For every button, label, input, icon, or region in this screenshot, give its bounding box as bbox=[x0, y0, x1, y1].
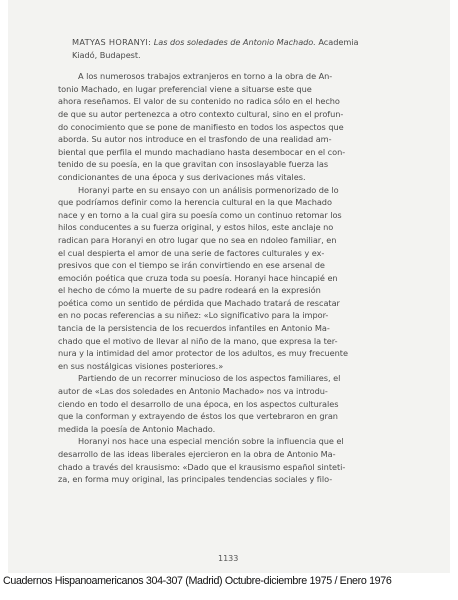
text-line: en sus nostálgicas visiones posteriores.» bbox=[58, 360, 224, 371]
text-line: tenido de su poesía, en la que gravitan con insoslayable fuerza las bbox=[58, 159, 329, 170]
text-line: do conocimiento que se pone de manifiesto en todos los aspectos que bbox=[58, 121, 344, 132]
text-line: ciendo en todo el desarrollo de una época, en los aspectos culturales bbox=[58, 398, 339, 409]
header-gap bbox=[58, 61, 402, 70]
text-line: desarrollo de las ideas liberales ejercieron en la obra de Antonio Ma- bbox=[58, 449, 336, 459]
text-line: A los numerosos trabajos extranjeros en torno a la obra de An- bbox=[78, 71, 333, 82]
text-line: poética como un sentido de pérdida que Machado tratará de rescatar bbox=[58, 297, 340, 308]
text-line: tancia de la persistencia de los recuerdos infantiles en Antonio Ma- bbox=[58, 323, 330, 334]
page-number: 1133 bbox=[218, 554, 239, 563]
text-line: que la conforman y extrayendo de éstos los que vertebraron en gran bbox=[58, 411, 338, 422]
text-line: medida la poesía de Antonio Machado. bbox=[58, 423, 216, 434]
review-text bbox=[58, 36, 402, 486]
text-line: emoción poética que cruza toda su poesía. Horanyi hace hincapié en bbox=[58, 272, 338, 283]
book-title: Las dos soledades de Antonio Machado. bbox=[153, 37, 316, 47]
text-line: aborda. Su autor nos introduce en el trasfondo de una realidad am- bbox=[58, 134, 332, 145]
review-header-line-2 bbox=[58, 49, 402, 62]
text-line: biental que perfila el mundo machadiano hasta desembocar en el con- bbox=[58, 146, 346, 157]
text-line: nura y la intimidad del amor protector de los adultos, es muy frecuente bbox=[58, 348, 348, 359]
text-line: autor de «Las dos soledades en Antonio Machado» nos va introdu- bbox=[58, 386, 328, 397]
text-line: que podríamos definir como la herencia cultural en la que Machado bbox=[58, 197, 332, 208]
paragraph bbox=[58, 435, 402, 485]
paragraph bbox=[58, 70, 402, 183]
text-line: Horanyi parte en su ensayo con un análisis pormenorizado de lo bbox=[78, 184, 339, 195]
text-line: condicionantes de una época y sus derivaciones más vitales. bbox=[58, 171, 306, 182]
paragraph bbox=[58, 372, 402, 435]
review-body bbox=[58, 70, 402, 486]
text-line: tonio Machado, en lugar preferencial viene a situarse este que bbox=[58, 83, 312, 94]
text-line: Horanyi nos hace una especial mención sobre la influencia que el bbox=[78, 436, 344, 447]
text-line: presivos que con el tiempo se irán convirtiendo en ese arsenal de bbox=[58, 260, 325, 271]
text-line: ahora reseñamos. El valor de su contenido no radica sólo en el hecho bbox=[58, 96, 340, 107]
text-line: el cual despierta el amor de una serie de factores culturales y ex- bbox=[58, 247, 325, 258]
text-line: hilos conducentes a su fuerza original, y estos hilos, este anclaje no bbox=[58, 222, 334, 233]
publisher-part-1: Academia bbox=[318, 37, 359, 47]
text-line: radican para Horanyi en otro lugar que no sea en ndoleo familiar, en bbox=[58, 234, 337, 245]
text-line: en no pocas referencias a su niñez: «Lo significativo para la impor- bbox=[58, 310, 329, 321]
text-line: Partiendo de un recorrer minucioso de los aspectos familiares, el bbox=[78, 373, 341, 384]
paragraph bbox=[58, 184, 402, 373]
text-line: nace y en torno a la cual gira su poesía como un continuo retomar los bbox=[58, 209, 342, 220]
review-author: MATYAS HORANYI: bbox=[72, 37, 152, 47]
journal-citation: Cuadernos Hispanoamericanos 304-307 (Madrid) Octubre-diciembre 1975 / Enero 1976 bbox=[3, 575, 392, 587]
text-line: za, en forma muy original, las principales tendencias sociales y filo- bbox=[58, 474, 333, 485]
text-line: chado a través del krausismo: «Dado que el krausismo español sinteti- bbox=[58, 461, 346, 472]
review-header-line-1 bbox=[58, 36, 402, 49]
text-line: de que su autor pertenezca a otro contexto cultural, sino en el profun- bbox=[58, 108, 344, 119]
footer-band bbox=[0, 573, 458, 600]
publisher-part-2: Kiadó, Budapest. bbox=[72, 49, 141, 60]
text-line: chado que el motivo de llevar al niño de la mano, que expresa la ter- bbox=[58, 335, 338, 346]
text-line: el hecho de cómo la muerte de su padre rodeará en la expresión bbox=[58, 285, 321, 296]
